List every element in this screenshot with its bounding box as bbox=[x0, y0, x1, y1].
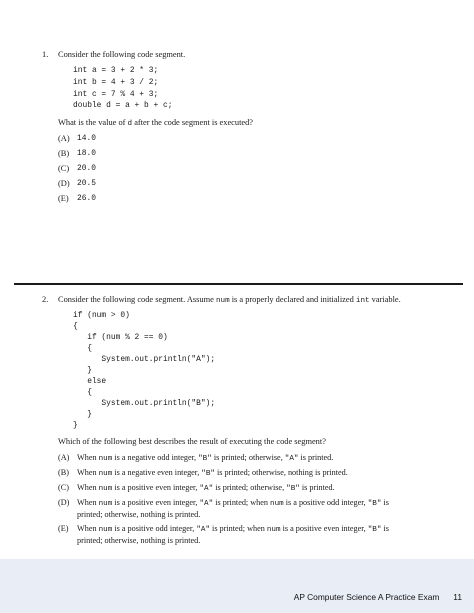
page-footer bbox=[294, 592, 462, 602]
q2-question: Which of the following best describes the result of executing the code segment? bbox=[58, 437, 326, 446]
q2-number: 2. bbox=[42, 295, 49, 304]
choice-letter: (C) bbox=[58, 483, 69, 492]
q2-prompt-type: int bbox=[355, 297, 370, 305]
q2-code-line-9: System.out.println("B"); bbox=[73, 399, 216, 408]
q1-question-post: after the code segment is executed? bbox=[134, 118, 254, 127]
option-value: 26.0 bbox=[77, 194, 96, 203]
option-letter: (B) bbox=[58, 149, 70, 158]
choice-text: When num is a positive odd integer, "A" is printed; when num is a positive even integer, "B" is printed; otherwise, nothing is printed. bbox=[77, 524, 389, 545]
choice-text: When num is a negative odd integer, "B" is printed; otherwise, "A" is printed. bbox=[77, 453, 334, 463]
choice-letter: (D) bbox=[58, 498, 70, 507]
q1-code-line-2: int b = 4 + 3 / 2; bbox=[73, 78, 159, 87]
q2-code-line-1: if (num > 0) bbox=[73, 311, 130, 320]
option-value: 18.0 bbox=[77, 149, 96, 158]
choice-letter: (A) bbox=[58, 453, 70, 462]
q2-prompt-pre: Consider the following code segment. Assume bbox=[58, 295, 214, 304]
q2-code-line-2: { bbox=[73, 322, 78, 331]
option-value: 20.5 bbox=[77, 179, 96, 188]
choice-letter: (E) bbox=[58, 524, 69, 533]
q2-choice-b[interactable] bbox=[58, 468, 458, 480]
page-footer-band bbox=[0, 559, 474, 613]
q1-question-pre: What is the value of bbox=[58, 118, 126, 127]
q1-code-line-3: int c = 7 % 4 + 3; bbox=[73, 90, 159, 99]
q2-code-line-10: } bbox=[73, 410, 92, 419]
option-value: 20.0 bbox=[77, 164, 96, 173]
option-letter: (C) bbox=[58, 164, 70, 173]
option-letter: (E) bbox=[58, 194, 69, 203]
q1-prompt: Consider the following code segment. bbox=[58, 50, 186, 59]
choice-text: When num is a positive even integer, "A" is printed; when num is a positive odd integer, "B" is printed; otherwise, nothing is printed. bbox=[77, 498, 389, 519]
q2-prompt-var: num bbox=[215, 297, 230, 305]
option-value: 14.0 bbox=[77, 134, 96, 143]
q2-choice-c[interactable] bbox=[58, 483, 458, 495]
footer-title: AP Computer Science A Practice Exam bbox=[293, 592, 440, 602]
q2-code-line-8: { bbox=[73, 388, 92, 397]
q2-code-line-4: { bbox=[73, 344, 92, 353]
q2-prompt bbox=[58, 295, 401, 305]
q2-choice-e[interactable] bbox=[58, 524, 458, 548]
q2-choice-d[interactable] bbox=[58, 498, 458, 522]
option-letter: (D) bbox=[58, 179, 70, 188]
choice-text: When num is a positive even integer, "A" is printed; otherwise, "B" is printed. bbox=[77, 483, 335, 493]
q2-code-line-5: System.out.println("A"); bbox=[73, 355, 216, 364]
q2-prompt-post: variable. bbox=[371, 295, 401, 304]
q2-prompt-mid: is a properly declared and initialized bbox=[231, 295, 354, 304]
q2-code-line-6: } bbox=[73, 366, 92, 375]
q2-code-line-11: } bbox=[73, 421, 78, 430]
q1-question-var: d bbox=[127, 120, 133, 128]
q2-code-line-3: if (num % 2 == 0) bbox=[73, 333, 168, 342]
page-number: 11 bbox=[453, 592, 462, 602]
q2-choice-a[interactable] bbox=[58, 453, 458, 465]
q1-code-line-4: double d = a + b + c; bbox=[73, 101, 173, 110]
choice-text: When num is a negative even integer, "B" is printed; otherwise, nothing is printed. bbox=[77, 468, 348, 478]
question-divider bbox=[14, 283, 463, 285]
q1-code-line-1: int a = 3 + 2 * 3; bbox=[73, 66, 159, 75]
q2-code-line-7: else bbox=[73, 377, 107, 386]
q1-number: 1. bbox=[42, 50, 49, 59]
choice-letter: (B) bbox=[58, 468, 69, 477]
option-letter: (A) bbox=[58, 134, 70, 143]
q1-question bbox=[58, 118, 253, 128]
